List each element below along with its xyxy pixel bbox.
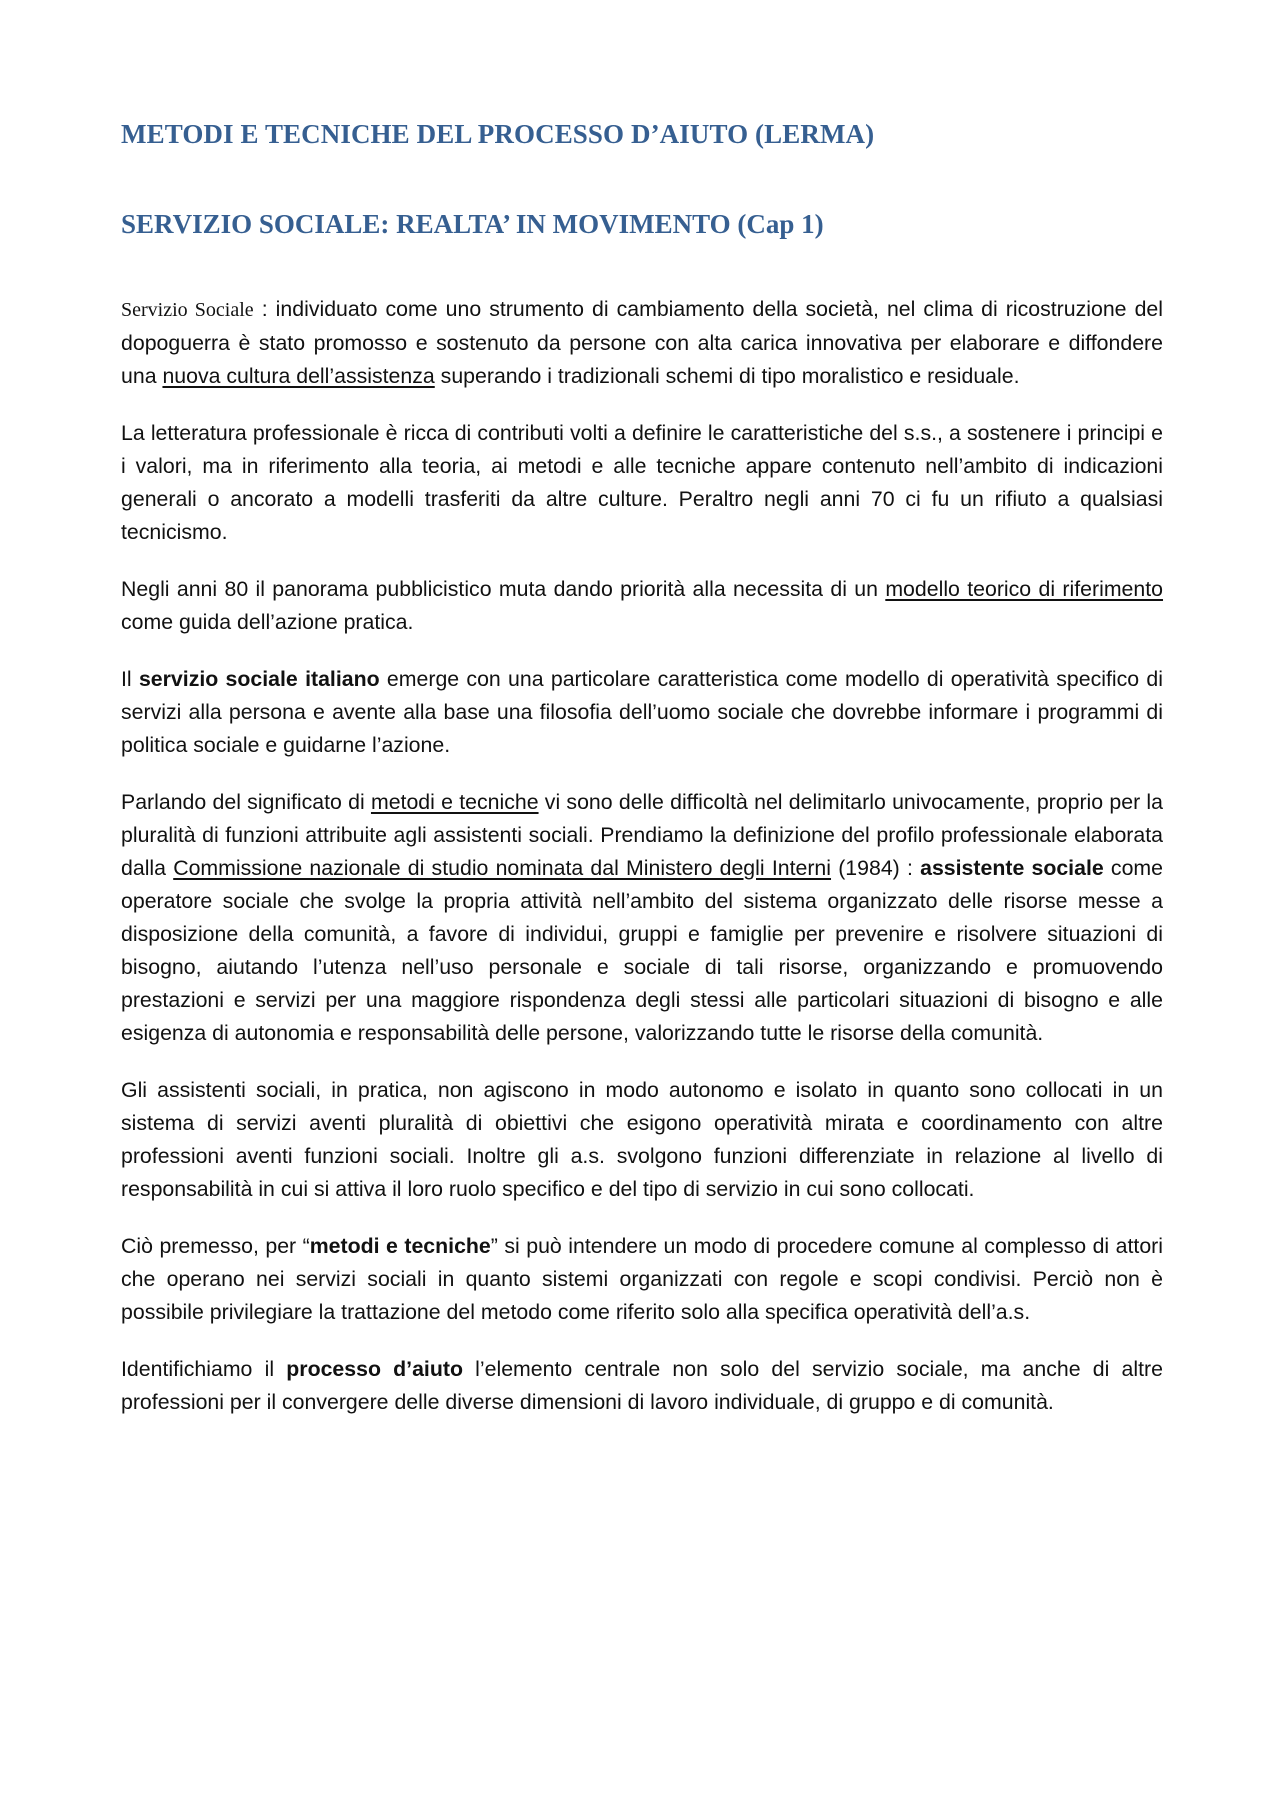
paragraph-text: emerge con una particolare caratteristica come modello di operatività specifico di servizi alla persona e avente alla base una filosofia dell’uomo sociale che dovrebbe informare i programmi di politica sociale e guidarne l’azione. [121, 667, 1163, 757]
paragraph-metodi-tecniche [121, 786, 1163, 1050]
paragraph-text: l’elemento centrale non solo del servizio sociale, ma anche di altre professioni per il convergere delle diverse dimensioni di lavoro individuale, di gruppo e di comunità. [121, 1357, 1163, 1414]
bold-phrase: processo d’aiuto [286, 1357, 463, 1381]
paragraph-text: Il [121, 667, 139, 691]
bold-phrase: assistente sociale [920, 856, 1104, 880]
underlined-phrase: Commissione nazionale di studio nominata dal Ministero degli Interni [173, 856, 832, 880]
paragraph-text: come guida dell’azione pratica. [121, 610, 414, 634]
paragraph-text: (1984) : [831, 856, 921, 880]
underlined-phrase: nuova cultura dell’assistenza [162, 364, 435, 388]
underlined-phrase: modello teorico di riferimento [885, 577, 1164, 601]
paragraph-servizio-italiano [121, 663, 1163, 762]
paragraph-text: ” si può intendere un modo di procedere comune al complesso di attori che operano nei servizi sociali in quanto sistemi organizzati con regole e scopi condivisi. Perciò non è possibile privilegiare la trattazione del metodo come riferito solo alla specifica operatività dell’a.s. [121, 1234, 1163, 1324]
paragraph-assistenti-sociali: Gli assistenti sociali, in pratica, non agiscono in modo autonomo e isolato in quanto sono collocati in un sistema di servizi aventi pluralità di obiettivi che esigono operatività mirata e coordinamento con altre professioni aventi funzioni sociali. Inoltre gli a.s. svolgono funzioni differenziate in relazione al livello di responsabilità in cui si attiva il loro ruolo specifico e del tipo di servizio in cui sono collocati. [121, 1078, 1163, 1201]
document-title: METODI E TECNICHE DEL PROCESSO D’AIUTO (LERMA) [121, 119, 875, 149]
paragraph-text: Ciò premesso, per “ [121, 1234, 310, 1258]
paragraph-text: vi sono delle difficoltà nel delimitarlo univocamente, proprio per la pluralità di funzioni attribuite agli assistenti sociali. Prendiamo la definizione del profilo professionale elaborata dalla [121, 790, 1163, 880]
chapter-heading: SERVIZIO SOCIALE: REALTA’ IN MOVIMENTO (Cap 1) [121, 209, 824, 239]
paragraph-processo-aiuto [121, 1353, 1163, 1419]
paragraph-text: superando i tradizionali schemi di tipo moralistico e residuale. [434, 364, 1020, 388]
paragraph-letteratura: La letteratura professionale è ricca di contributi volti a definire le caratteristiche del s.s., a sostenere i principi e i valori, ma in riferimento alla teoria, ai metodi e alle tecniche appare contenuto nell’ambito di indicazioni generali o ancorato a modelli trasferiti da altre culture. Peraltro negli anni 70 ci fu un rifiuto a qualsiasi tecnicismo. [121, 421, 1163, 544]
paragraph-text: Parlando del significato di [121, 790, 371, 814]
paragraph-text: Identifichiamo il [121, 1357, 287, 1381]
underlined-phrase: metodi e tecniche [370, 790, 539, 814]
document-body [121, 118, 1163, 1443]
paragraph-text: Negli anni 80 il panorama pubblicistico muta dando priorità alla necessita di un [121, 577, 886, 601]
paragraph-premesso [121, 1230, 1163, 1329]
bold-phrase: servizio sociale italiano [138, 667, 380, 691]
paragraph-servizio-sociale [121, 293, 1163, 393]
paragraph-text: come operatore sociale che svolge la propria attività nell’ambito del sistema organizzato delle risorse messe a disposizione della comunità, a favore di individui, gruppi e famiglie per prevenire e risolvere situazioni di bisogno, aiutando l’utenza nell’uso personale e sociale di tali risorse, organizzando e promuovendo prestazioni e servizi per una maggiore rispondenza degli stessi alle particolari situazioni di bisogno e alle esigenza di autonomia e responsabilità delle persone, valorizzando tutte le risorse della comunità. [121, 856, 1163, 1045]
term-servizio-sociale: Servizio Sociale [121, 299, 254, 321]
paragraph-anni-80 [121, 573, 1163, 639]
bold-phrase: metodi e tecniche [309, 1234, 491, 1258]
paragraph-text: : individuato come uno strumento di cambiamento della società, nel clima di ricostruzione del dopoguerra è stato promosso e sostenuto da persone con alta carica innovativa per elaborare e diffondere una [121, 297, 1163, 388]
